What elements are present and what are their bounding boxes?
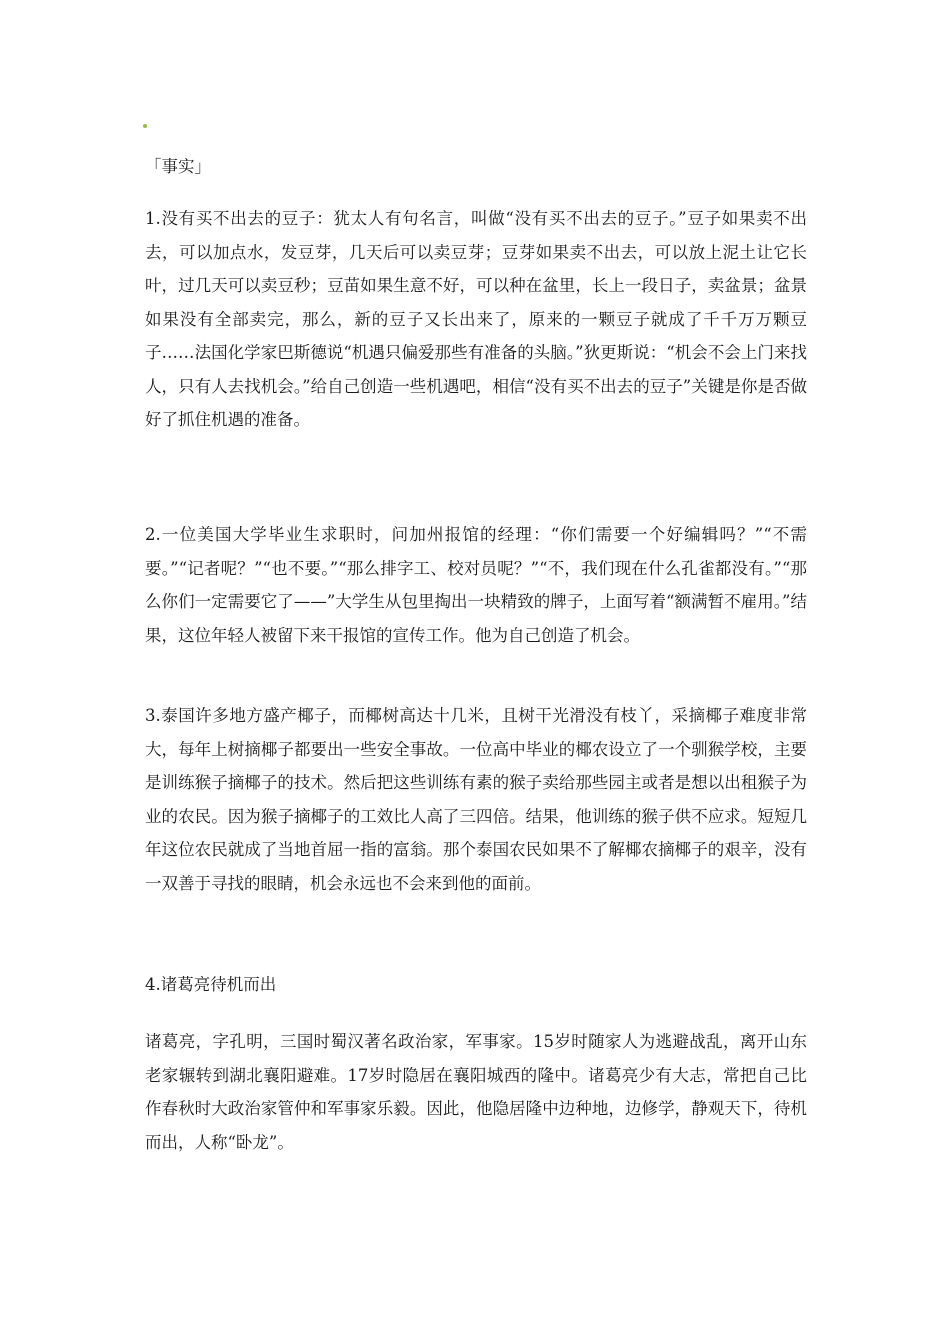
section-heading: 「事实」 (145, 157, 211, 176)
paragraph-beans: 1.没有买不出去的豆子：犹太人有句名言，叫做“没有买不出去的豆子。”豆子如果卖不出去，可以加点水，发豆芽，几天后可以卖豆芽；豆芽如果卖不出去，可以放上泥土让它长叶，过几天可以卖豆秒；豆苗如果生意不好，可以种在盆里，长上一段日子，卖盆景；盆景如果没有全部卖完，那么，新的豆子又长出来了，原来的一颗豆子就成了千千万万颗豆子……法国化学家巴斯德说“机遇只偏爱那些有准备的头脑。”狄更斯说：“机会不会上门来找人，只有人去找机会。”给自己创造一些机遇吧，相信“没有买不出去的豆子”关键是你是否做好了抓住机遇的准备。 (145, 209, 807, 429)
paragraph-coconut-monkeys: 3.泰国许多地方盛产椰子，而椰树高达十几米，且树干光滑没有枝丫，采摘椰子难度非常大，每年上树摘椰子都要出一些安全事故。一位高中毕业的椰农设立了一个驯猴学校，主要是训练猴子摘椰子的技术。然后把这些训练有素的猴子卖给那些园主或者是想以出租猴子为业的农民。因为猴子摘椰子的工效比人高了三四倍。结果，他训练的猴子供不应求。短短几年这位农民就成了当地首屈一指的富翁。那个泰国农民如果不了解椰农摘椰子的艰辛，没有一双善于寻找的眼睛，机会永远也不会来到他的面前。 (145, 706, 807, 893)
paragraph-job-seeker: 2.一位美国大学毕业生求职时，问加州报馆的经理：“你们需要一个好编辑吗？”“不需要。”“记者呢？”“也不要。”“那么排字工、校对员呢？”“不，我们现在什么孔雀都没有。”“那么你们一定需要它了——”大学生从包里掏出一块精致的牌子，上面写着“额满暂不雇用。”结果，这位年轻人被留下来干报馆的宣传工作。他为自己创造了机会。 (145, 525, 807, 645)
paragraph-zhuge-title: 4.诸葛亮待机而出 (145, 975, 277, 994)
paragraph-zhuge-liang: 诸葛亮，字孔明，三国时蜀汉著名政治家，军事家。15岁时随家人为逃避战乱，离开山东老家辗转到湖北襄阳避难。17岁时隐居在襄阳城西的隆中。诸葛亮少有大志，常把自己比作春秋时大政治家管仲和军事家乐毅。因此，他隐居隆中边种地，边修学，静观天下，待机而出，人称“卧龙”。 (145, 1032, 807, 1152)
decorative-dot (143, 124, 147, 128)
